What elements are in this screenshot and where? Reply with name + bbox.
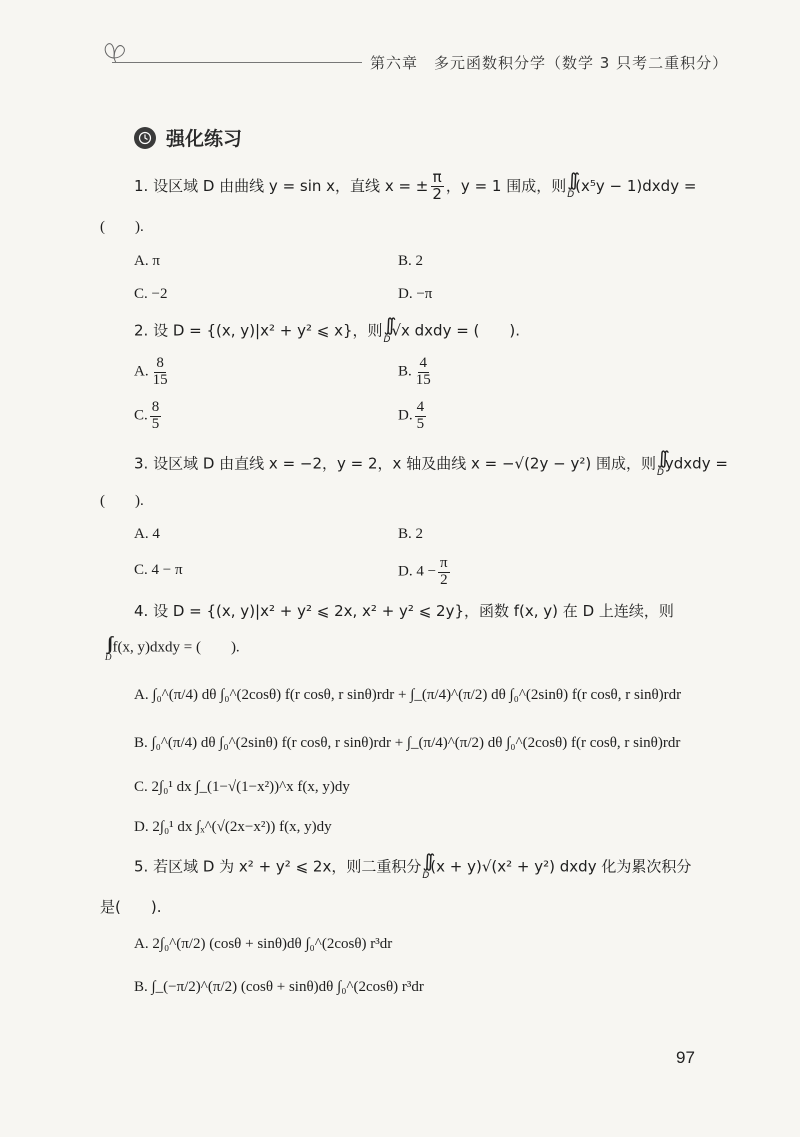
q2-domain: D [383, 335, 391, 345]
q3-option-b: B. 2 [398, 526, 424, 542]
q2-b-den: 15 [415, 371, 431, 388]
q2-double-integral: ∫∫ D [383, 315, 391, 345]
header-rule [112, 62, 362, 63]
q2-b-label: B. [398, 363, 412, 380]
q2-stem [134, 317, 520, 345]
q1-stem [134, 170, 696, 203]
q2-option-b [398, 356, 435, 389]
q3-stem [134, 450, 728, 478]
q4-domain: D [105, 652, 112, 662]
q2-a-fraction [151, 356, 170, 389]
q2-a-num: 8 [156, 355, 164, 371]
q2-a-den: 15 [152, 371, 168, 388]
clock-icon [134, 127, 156, 149]
q1-text-middle: ，y = 1 围成，则 [445, 176, 567, 195]
q2-text: 2. 设 D = {(x, y)|x² + y² ⩽ x}，则 [134, 321, 383, 340]
q2-c-num: 8 [151, 399, 160, 415]
q1-option-b: B. 2 [398, 253, 424, 269]
q3-option-c: C. 4 − π [134, 562, 183, 578]
q3-domain: D [656, 468, 664, 478]
q1-frac-den: 2 [432, 184, 442, 203]
q5-integrand: (x + y)√(x² + y²) dxdy 化为累次积分 [430, 857, 692, 876]
q1-fraction [430, 170, 444, 203]
q5-text: 5. 若区域 D 为 x² + y² ⩽ 2x，则二重积分 [134, 857, 422, 876]
q3-d-den: 2 [440, 571, 448, 588]
q3-d-label: D. 4 − [398, 563, 437, 580]
q2-c-fraction [150, 400, 162, 433]
q2-c-den: 5 [151, 415, 160, 432]
page-number: 97 [676, 1048, 695, 1067]
q3-d-num: π [440, 555, 448, 571]
q2-a-label: A. [134, 363, 149, 380]
leaf-ornament-icon [100, 34, 130, 64]
q1-option-d: D. −π [398, 286, 433, 302]
chapter-header: 第六章 多元函数积分学（数学 3 只考二重积分） [370, 54, 729, 72]
q2-b-num: 4 [419, 355, 428, 371]
q3-option-d [398, 556, 452, 589]
q2-integrand: √x dxdy = ( ). [391, 321, 521, 340]
q4-stem-line2 [104, 634, 240, 662]
q5-stem-line2: 是( ). [100, 898, 162, 916]
q4-option-c: C. 2∫₀¹ dx ∫_(1−√(1−x²))^x f(x, y)dy [134, 779, 350, 795]
q1-frac-num: π [432, 168, 442, 186]
q2-d-num: 4 [416, 399, 425, 415]
q2-b-fraction [414, 356, 433, 389]
q3-text: 3. 设区域 D 由直线 x = −2，y = 2，x 轴及曲线 x = −√(2y − y²) 围成，则 [134, 454, 656, 473]
q5-option-b: B. ∫_(−π/2)^(π/2) (cosθ + sinθ)dθ ∫₀^(2cosθ) r³dr [134, 979, 424, 995]
section-heading [134, 124, 242, 151]
q1-double-integral: ∫∫ D [567, 170, 575, 201]
q1-integrand: (x⁵y − 1)dxdy = [575, 176, 697, 195]
q4-integrand: f(x, y)dxdy = ( ). [112, 639, 240, 656]
q4-option-d: D. 2∫₀¹ dx ∫ₓ^(√(2x−x²)) f(x, y)dy [134, 819, 332, 835]
q4-double-integral [105, 634, 112, 662]
q2-option-a [134, 356, 172, 389]
q2-d-label: D. [398, 407, 413, 424]
q5-double-integral: ∫∫ D [422, 851, 430, 881]
q2-option-d [398, 400, 428, 433]
q2-option-c [134, 400, 163, 433]
q3-paren: ( ). [100, 493, 144, 509]
q1-option-c: C. −2 [134, 286, 168, 302]
section-title: 强化练习 [166, 128, 243, 150]
q2-c-label: C. [134, 407, 148, 424]
q5-domain: D [422, 871, 430, 881]
q4-option-b: B. ∫₀^(π/4) dθ ∫₀^(2sinθ) f(r cosθ, r sinθ)rdr + ∫_(π/4)^(π/2) dθ ∫₀^(2cosθ) f(r cosθ, r sinθ)rdr [134, 735, 681, 751]
q2-d-fraction [415, 400, 427, 433]
q5-stem [134, 853, 691, 881]
q3-d-fraction [438, 556, 450, 589]
q1-text: 1. 设区域 D 由曲线 y = sin x，直线 x = ± [134, 176, 429, 195]
q3-integrand: ydxdy = [664, 454, 728, 473]
q1-domain: D [567, 190, 575, 201]
q1-option-a: A. π [134, 253, 160, 269]
q4-option-a: A. ∫₀^(π/4) dθ ∫₀^(2cosθ) f(r cosθ, r sinθ)rdr + ∫_(π/4)^(π/2) dθ ∫₀^(2sinθ) f(r cosθ, r sinθ)rdr [134, 687, 682, 703]
q4-stem-line1: 4. 设 D = {(x, y)|x² + y² ⩽ 2x, x² + y² ⩽ 2y}，函数 f(x, y) 在 D 上连续，则 [134, 602, 674, 620]
q3-option-a: A. 4 [134, 526, 160, 542]
q2-d-den: 5 [416, 415, 425, 432]
q1-paren: ( ). [100, 219, 144, 235]
q3-double-integral: ∫∫ D [656, 448, 664, 478]
q5-option-a: A. 2∫₀^(π/2) (cosθ + sinθ)dθ ∫₀^(2cosθ) r³dr [134, 936, 393, 952]
